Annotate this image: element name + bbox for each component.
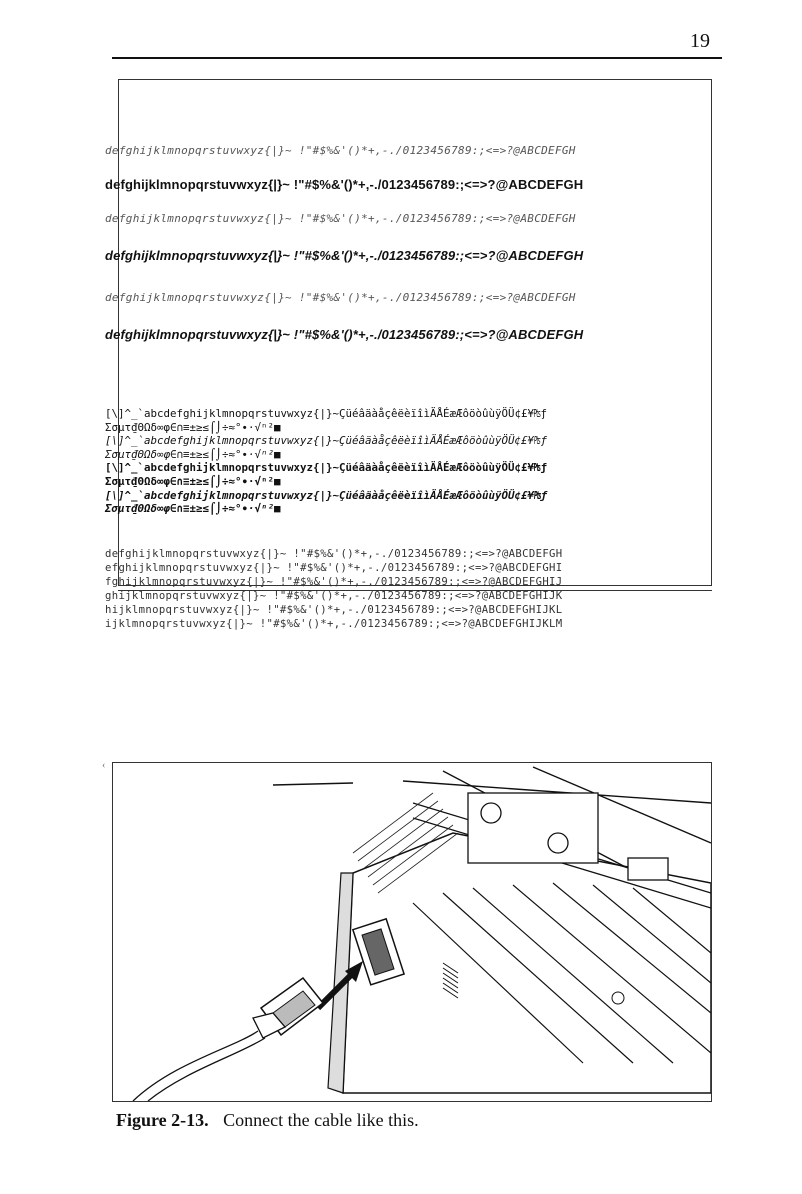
figure-caption (116, 1110, 419, 1131)
sample-text-line: ghijklmnopqrstuvwxyz{|}~ !"#$%&'()*+,-./0123456789:;<=>?@ABCDEFGHIJK (105, 590, 563, 602)
printer-foot (612, 992, 624, 1004)
sample-text-line: defghijklmnopqrstuvwxyz{|}~ !"#$%&'()*+,-./0123456789:;<=>?@ABCDEFGH (105, 177, 584, 192)
sample-text-line: ijklmnopqrstuvwxyz{|}~ !"#$%&'()*+,-./0123456789:;<=>?@ABCDEFGHIJKLM (105, 618, 563, 630)
sample-text-line: defghijklmnopqrstuvwxyz{|}~ !"#$%&'()*+,-./0123456789:;<=>?@ABCDEFGH (105, 291, 576, 304)
printer-cable-illustration (113, 763, 711, 1101)
sample-text-line: defghijklmnopqrstuvwxyz{|}~ !"#$%&'()*+,-./0123456789:;<=>?@ABCDEFGH (105, 248, 584, 263)
sample-text-line: fghijklmnopqrstuvwxyz{|}~ !"#$%&'()*+,-./0123456789:;<=>?@ABCDEFGHIJ (105, 576, 563, 588)
sample-text-line: defghijklmnopqrstuvwxyz{|}~ !"#$%&'()*+,-./0123456789:;<=>?@ABCDEFGH (105, 548, 563, 560)
cable (133, 1031, 265, 1101)
cable-connector (253, 978, 323, 1038)
sample-text-line: [\]^_`abcdefghijklmnopqrstuvwxyz{|}~ÇüéâäàåçêëèïîìÄÅÉæÆôöòûùÿÖÜ¢£¥₧ƒ (105, 434, 548, 447)
sample-text-line: [\]^_`abcdefghijklmnopqrstuvwxyz{|}~ÇüéâäàåçêëèïîìÄÅÉæÆôöòûùÿÖÜ¢£¥₧ƒ (105, 489, 548, 502)
sample-text-line: [\]^_`abcdefghijklmnopqrstuvwxyz{|}~ÇüéâäàåçêëèïîìÄÅÉæÆôöòûùÿÖÜ¢£¥₧ƒ (105, 461, 548, 474)
printer-illustration-frame (112, 762, 712, 1102)
sample-text-line: Σσµτ₫ΘΩδ∞φ∈∩≡±≥≤⌠⌡÷≈°∙·√ⁿ²■ (105, 448, 281, 461)
tick-mark: ‹ (102, 760, 106, 771)
sample-text-line: efghijklmnopqrstuvwxyz{|}~ !"#$%&'()*+,-./0123456789:;<=>?@ABCDEFGHI (105, 562, 563, 574)
sample-text-line: hijklmnopqrstuvwxyz{|}~ !"#$%&'()*+,-./0123456789:;<=>?@ABCDEFGHIJKL (105, 604, 563, 616)
sample-text-line: Σσµτ₫ΘΩδ∞φ∈∩≡±≥≤⌠⌡÷≈°∙·√ⁿ²■ (105, 475, 281, 488)
sample-text-line: Σσµτ₫ΘΩδ∞φ∈∩≡±≥≤⌠⌡÷≈°∙·√ⁿ²■ (105, 502, 281, 515)
print-sample-frame (105, 79, 712, 630)
header-rule (112, 57, 722, 59)
sample-bottom-rule (118, 590, 712, 591)
sample-text-line: [\]^_`abcdefghijklmnopqrstuvwxyz{|}~ÇüéâäàåçêëèïîìÄÅÉæÆôöòûùÿÖÜ¢£¥₧ƒ (105, 407, 548, 420)
sample-text-line: Σσµτ₫ΘΩδ∞φ∈∩≡±≥≤⌠⌡÷≈°∙·√ⁿ²■ (105, 421, 281, 434)
page-number: 19 (690, 30, 710, 52)
sample-text-line: defghijklmnopqrstuvwxyz{|}~ !"#$%&'()*+,-./0123456789:;<=>?@ABCDEFGH (105, 327, 584, 342)
figure-caption-label: Figure 2-13. (116, 1110, 209, 1130)
figure-caption-text: Connect the cable like this. (223, 1110, 419, 1130)
sample-text-line: defghijklmnopqrstuvwxyz{|}~ !"#$%&'()*+,-./0123456789:;<=>?@ABCDEFGH (105, 212, 576, 225)
sample-text-line: defghijklmnopqrstuvwxyz{|}~ !"#$%&'()*+,-./0123456789:;<=>?@ABCDEFGH (105, 144, 576, 157)
